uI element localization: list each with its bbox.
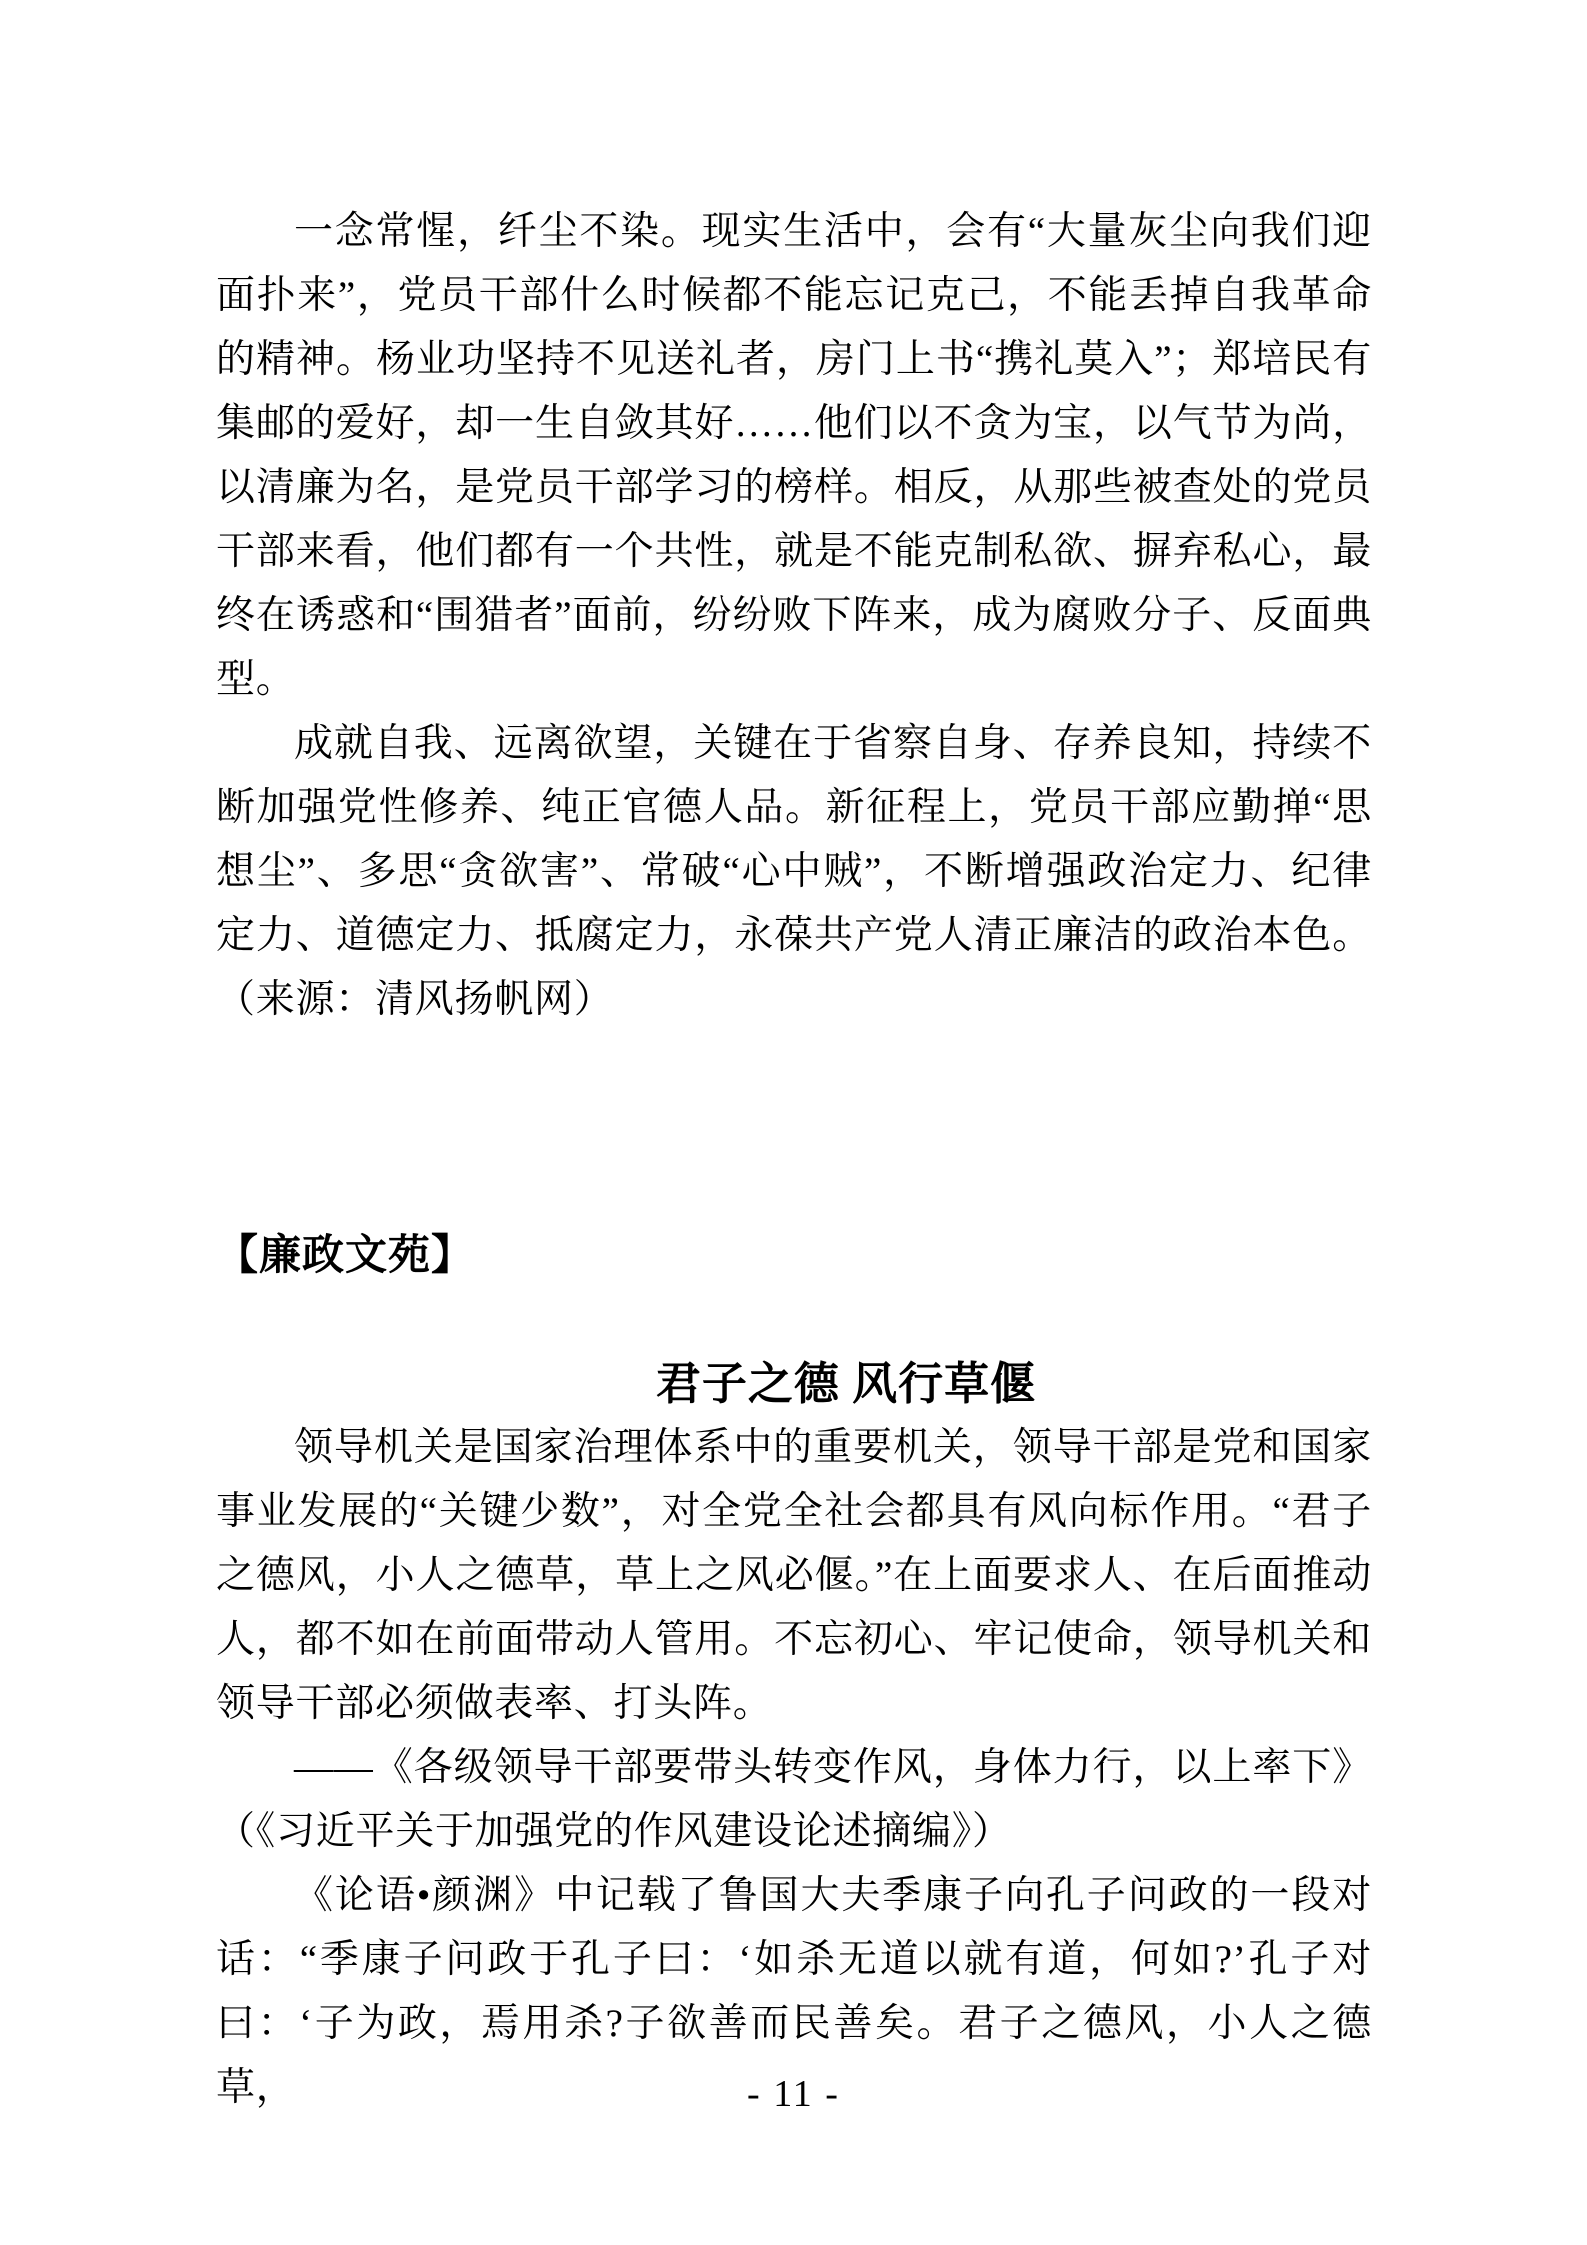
paragraph: 一念常惺，纤尘不染。现实生活中，会有“大量灰尘向我们迎面扑来”，党员干部什么时候都不能忘记克己，不能丢掉自我革命的精神。杨业功坚持不见送礼者，房门上书“携礼莫入”；郑培民有集邮的爱好，却一生自敛其好……他们以不贪为宝，以气节为尚，以清廉为名，是党员干部学习的榜样。相反，从那些被查处的党员干部来看，他们都有一个共性，就是不能克制私欲、摒弃私心，最终在诱惑和“围猎者”面前，纷纷败下阵来，成为腐败分子、反面典型。 xyxy=(216,210,1372,701)
section-heading: 【廉政文苑】 xyxy=(216,1233,475,1279)
body-section-top xyxy=(216,200,1372,1032)
blank-line-spacer xyxy=(216,1288,1372,1352)
paragraph: ——《各级领导干部要带头转变作风，身体力行，以上率下》（《习近平关于加强党的作风建设论述摘编》） xyxy=(216,1746,1372,1853)
body-section-article xyxy=(216,1416,1372,2120)
text-block xyxy=(216,200,1372,2120)
page-number: - 11 - xyxy=(747,2073,840,2115)
article-title: 君子之德 风行草偃 xyxy=(655,1359,1037,1409)
paragraph: 领导机关是国家治理体系中的重要机关，领导干部是党和国家事业发展的“关键少数”，对全党全社会都具有风向标作用。“君子之德风，小人之德草，草上之风必偃。”在上面要求人、在后面推动人，都不如在前面带动人管用。不忘初心、牢记使命，领导机关和领导干部必须做表率、打头阵。 xyxy=(216,1426,1372,1725)
paragraph: 《论语•颜渊》中记载了鲁国大夫季康子向孔子问政的一段对话：“季康子问政于孔子曰：‘如杀无道以就有道，何如?’孔子对曰：‘子为政，焉用杀?子欲善而民善矣。君子之德风，小人之德草， xyxy=(216,1874,1372,2109)
blank-lines-spacer xyxy=(216,1032,1372,1224)
paragraph: 成就自我、远离欲望，关键在于省察自身、存养良知，持续不断加强党性修养、纯正官德人品。新征程上，党员干部应勤掸“思想尘”、多思“贪欲害”、常破“心中贼”，不断增强政治定力、纪律定力、道德定力、抵腐定力，永葆共产党人清正廉洁的政治本色。（来源：清风扬帆网） xyxy=(216,722,1372,1021)
